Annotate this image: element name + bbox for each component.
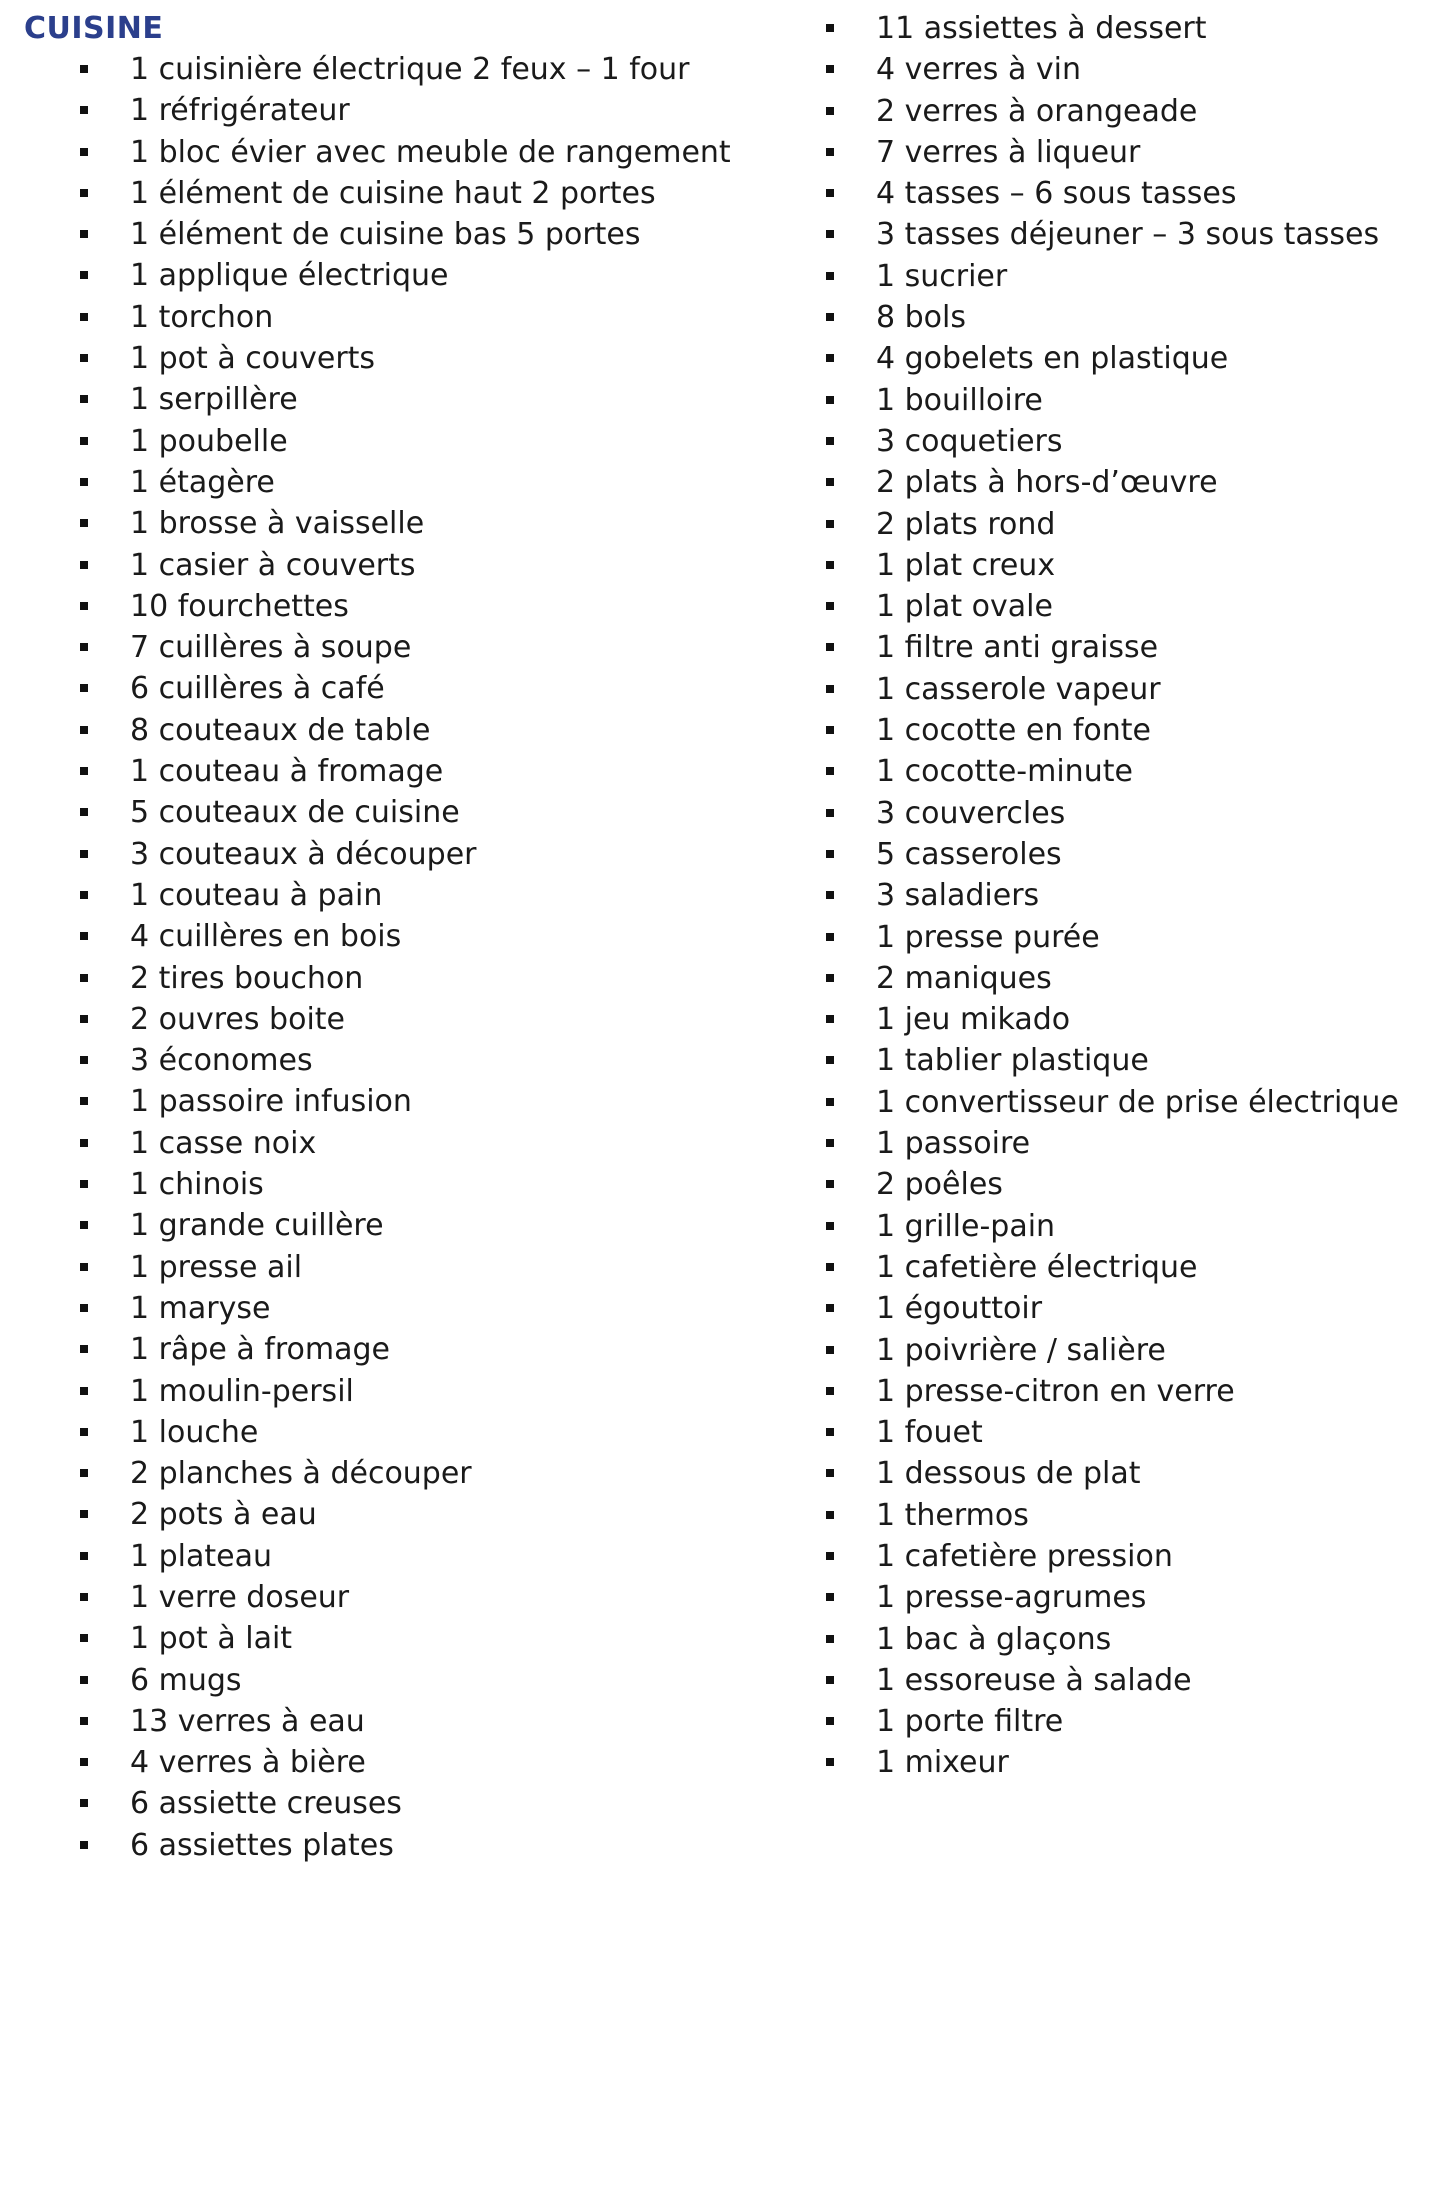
bullet-square-icon (80, 437, 88, 445)
bullet-square-icon (826, 478, 834, 486)
list-item-label: 4 cuillères en bois (130, 919, 402, 955)
list-item-label: 4 tasses – 6 sous tasses (876, 176, 1237, 212)
list-item-label: 2 plats rond (876, 506, 1056, 542)
bullet-square-icon (826, 313, 834, 321)
list-item (826, 751, 1426, 792)
bullet-square-icon (80, 808, 88, 816)
list-item-label: 1 presse ail (130, 1249, 303, 1285)
bullet-square-icon (826, 354, 834, 362)
list-item (80, 132, 760, 173)
list-item (826, 214, 1426, 255)
list-item-label: 1 applique électrique (130, 258, 449, 294)
bullet-square-icon (80, 974, 88, 982)
list-item (826, 256, 1426, 297)
list-item (80, 1577, 760, 1618)
list-item-label: 2 verres à orangeade (876, 93, 1198, 129)
list-item-label: 10 fourchettes (130, 588, 349, 624)
list-item (80, 90, 760, 131)
list-item-label: 1 porte filtre (876, 1704, 1064, 1740)
list-item (826, 627, 1426, 668)
bullet-square-icon (826, 1469, 834, 1477)
bullet-square-icon (826, 1717, 834, 1725)
bullet-square-icon (826, 396, 834, 404)
list-item-label: 4 verres à bière (130, 1745, 366, 1781)
list-item-label: 1 cafetière électrique (876, 1249, 1198, 1285)
list-item (80, 1371, 760, 1412)
list-item (80, 999, 760, 1040)
list-item (826, 91, 1426, 132)
bullet-square-icon (80, 602, 88, 610)
bullet-square-icon (80, 561, 88, 569)
list-item-label: 1 tablier plastique (876, 1043, 1149, 1079)
list-item-label: 6 assiettes plates (130, 1827, 394, 1863)
list-item-label: 8 bols (876, 300, 966, 336)
list-item (826, 834, 1426, 875)
list-item (826, 1536, 1426, 1577)
bullet-square-icon (80, 767, 88, 775)
bullet-square-icon (80, 1345, 88, 1353)
list-item-label: 1 sucrier (876, 258, 1008, 294)
bullet-square-icon (80, 1428, 88, 1436)
bullet-square-icon (80, 189, 88, 197)
bullet-square-icon (826, 148, 834, 156)
list-item (80, 214, 760, 255)
list-item (826, 462, 1426, 503)
list-item (826, 8, 1426, 49)
list-item-label: 1 poubelle (130, 423, 288, 459)
list-item-label: 1 thermos (876, 1497, 1029, 1533)
list-item (80, 1536, 760, 1577)
bullet-square-icon (826, 520, 834, 528)
bullet-square-icon (826, 850, 834, 858)
bullet-square-icon (80, 850, 88, 858)
list-item-label: 1 maryse (130, 1290, 271, 1326)
bullet-square-icon (826, 107, 834, 115)
list-item-label: 1 élément de cuisine haut 2 portes (130, 175, 656, 211)
list-item-label: 4 verres à vin (876, 52, 1081, 88)
list-item-label: 1 cuisinière électrique 2 feux – 1 four (130, 52, 690, 87)
list-item (80, 1783, 760, 1824)
list-item-label: 3 coquetiers (876, 423, 1063, 459)
list-item (80, 462, 760, 503)
bullet-square-icon (80, 1634, 88, 1642)
list-item (826, 793, 1426, 834)
bullet-square-icon (80, 519, 88, 527)
list-item (80, 1825, 760, 1866)
bullet-square-icon (826, 1511, 834, 1519)
bullet-square-icon (826, 189, 834, 197)
bullet-square-icon (826, 1593, 834, 1601)
list-item-label: 1 râpe à fromage (130, 1332, 390, 1368)
bullet-square-icon (80, 1263, 88, 1271)
list-item (80, 1164, 760, 1205)
list-item (80, 1247, 760, 1288)
bullet-square-icon (826, 1304, 834, 1312)
bullet-square-icon (80, 1304, 88, 1312)
bullet-square-icon (80, 1717, 88, 1725)
list-item (826, 1040, 1426, 1081)
list-item-label: 1 casier à couverts (130, 547, 416, 583)
inventory-list-left (80, 49, 760, 1866)
list-item (80, 627, 760, 668)
list-item-label: 1 chinois (130, 1167, 264, 1203)
bullet-square-icon (826, 272, 834, 280)
list-item-label: 2 maniques (876, 960, 1052, 996)
list-item (826, 173, 1426, 214)
bullet-square-icon (826, 891, 834, 899)
list-item (80, 875, 760, 916)
bullet-square-icon (826, 1387, 834, 1395)
list-item-label: 1 verre doseur (130, 1579, 350, 1615)
bullet-square-icon (826, 230, 834, 238)
list-item-label: 3 couteaux à découper (130, 836, 477, 872)
list-item (826, 1082, 1426, 1123)
list-item (80, 1123, 760, 1164)
bullet-square-icon (826, 1098, 834, 1106)
list-item-label: 1 cocotte-minute (876, 754, 1133, 790)
list-item (826, 710, 1426, 751)
list-item-label: 2 plats à hors-d’œuvre (876, 465, 1218, 501)
list-item-label: 1 égouttoir (876, 1291, 1043, 1327)
list-item-label: 1 convertisseur de prise électrique (876, 1084, 1399, 1120)
list-item (826, 504, 1426, 545)
bullet-square-icon (80, 230, 88, 238)
bullet-square-icon (826, 437, 834, 445)
bullet-square-icon (80, 684, 88, 692)
list-item-label: 1 bloc évier avec meuble de rangement (130, 134, 731, 170)
bullet-square-icon (826, 933, 834, 941)
list-item-label: 3 couvercles (876, 795, 1066, 831)
list-item (80, 421, 760, 462)
list-item (826, 1123, 1426, 1164)
list-item (826, 999, 1426, 1040)
list-item-label: 1 louche (130, 1414, 259, 1450)
list-item (826, 875, 1426, 916)
bullet-square-icon (826, 1346, 834, 1354)
list-item-label: 6 mugs (130, 1662, 242, 1698)
bullet-square-icon (80, 148, 88, 156)
list-item (826, 1247, 1426, 1288)
list-item-label: 1 couteau à fromage (130, 754, 444, 790)
bullet-square-icon (80, 1593, 88, 1601)
list-item-label: 1 torchon (130, 299, 274, 335)
bullet-square-icon (826, 602, 834, 610)
list-item-label: 2 poêles (876, 1167, 1003, 1203)
bullet-square-icon (826, 1635, 834, 1643)
bullet-square-icon (826, 1056, 834, 1064)
list-item-label: 1 passoire (876, 1126, 1031, 1162)
bullet-square-icon (826, 726, 834, 734)
list-item (826, 1619, 1426, 1660)
list-item (80, 1040, 760, 1081)
list-item-label: 6 cuillères à café (130, 671, 385, 707)
list-item-label: 1 plateau (130, 1538, 273, 1574)
list-item-label: 4 gobelets en plastique (876, 341, 1229, 377)
list-item-label: 1 moulin-persil (130, 1373, 354, 1409)
list-item-label: 1 casse noix (130, 1125, 317, 1161)
list-item-label: 1 bac à glaçons (876, 1621, 1112, 1657)
bullet-square-icon (826, 1180, 834, 1188)
list-item (80, 751, 760, 792)
list-item-label: 5 couteaux de cuisine (130, 795, 460, 831)
list-item (80, 792, 760, 833)
list-item (826, 338, 1426, 379)
list-item-label: 1 presse purée (876, 919, 1100, 955)
bullet-square-icon (80, 1676, 88, 1684)
list-item (826, 1453, 1426, 1494)
list-item-label: 1 filtre anti graisse (876, 630, 1159, 666)
list-item (80, 1205, 760, 1246)
bullet-square-icon (80, 106, 88, 114)
bullet-square-icon (80, 271, 88, 279)
list-item (826, 586, 1426, 627)
list-item (826, 1412, 1426, 1453)
list-item-label: 1 grille-pain (876, 1208, 1056, 1244)
list-item (80, 1494, 760, 1535)
list-item-label: 1 poivrière / salière (876, 1332, 1166, 1368)
list-item-label: 1 pot à couverts (130, 341, 376, 377)
bullet-square-icon (80, 1510, 88, 1518)
list-item-label: 1 serpillère (130, 382, 298, 418)
bullet-square-icon (80, 354, 88, 362)
list-item-label: 2 planches à découper (130, 1456, 472, 1492)
bullet-square-icon (826, 1676, 834, 1684)
list-item-label: 1 bouilloire (876, 382, 1043, 418)
bullet-square-icon (826, 1428, 834, 1436)
bullet-square-icon (80, 1221, 88, 1229)
bullet-square-icon (80, 1552, 88, 1560)
list-item (826, 380, 1426, 421)
list-item-label: 1 mixeur (876, 1745, 1009, 1781)
bullet-square-icon (80, 65, 88, 73)
bullet-square-icon (80, 478, 88, 486)
list-item (826, 1660, 1426, 1701)
list-item-label: 2 pots à eau (130, 1497, 317, 1533)
bullet-square-icon (826, 561, 834, 569)
bullet-square-icon (826, 643, 834, 651)
list-item (80, 173, 760, 214)
list-item (826, 917, 1426, 958)
bullet-square-icon (80, 891, 88, 899)
list-item-label: 1 fouet (876, 1415, 983, 1451)
list-item (80, 338, 760, 379)
list-item-label: 1 cafetière pression (876, 1538, 1173, 1574)
list-item (80, 710, 760, 751)
list-item-label: 3 tasses déjeuner – 3 sous tasses (876, 217, 1380, 253)
bullet-square-icon (80, 1841, 88, 1849)
bullet-square-icon (826, 1552, 834, 1560)
list-item (80, 668, 760, 709)
list-item (80, 586, 760, 627)
list-item (826, 1495, 1426, 1536)
bullet-square-icon (80, 313, 88, 321)
list-item-label: 1 essoreuse à salade (876, 1662, 1192, 1698)
inventory-list-right (826, 8, 1426, 1784)
bullet-square-icon (826, 1758, 834, 1766)
list-item-label: 1 presse-citron en verre (876, 1373, 1235, 1409)
list-item (80, 503, 760, 544)
list-item-label: 7 cuillères à soupe (130, 630, 412, 666)
list-item-label: 1 passoire infusion (130, 1084, 412, 1120)
bullet-square-icon (826, 809, 834, 817)
list-item (826, 1577, 1426, 1618)
list-item-label: 2 ouvres boite (130, 1001, 345, 1037)
list-item (80, 1660, 760, 1701)
list-item (80, 379, 760, 420)
bullet-square-icon (826, 65, 834, 73)
list-item-label: 3 économes (130, 1043, 313, 1079)
list-item-label: 1 casserole vapeur (876, 671, 1161, 707)
bullet-square-icon (826, 767, 834, 775)
list-item (826, 958, 1426, 999)
bullet-square-icon (80, 1015, 88, 1023)
bullet-square-icon (80, 932, 88, 940)
list-item-label: 1 dessous de plat (876, 1456, 1141, 1492)
list-item (80, 1701, 760, 1742)
bullet-square-icon (80, 1097, 88, 1105)
bullet-square-icon (80, 726, 88, 734)
list-item (826, 1164, 1426, 1205)
list-item-label: 11 assiettes à dessert (876, 11, 1207, 46)
bullet-square-icon (80, 1139, 88, 1147)
list-item-label: 2 tires bouchon (130, 960, 364, 996)
section-title: CUISINE (24, 11, 164, 46)
list-item (80, 49, 760, 90)
bullet-square-icon (826, 1139, 834, 1147)
list-item (826, 421, 1426, 462)
bullet-square-icon (826, 1263, 834, 1271)
list-item-label: 1 élément de cuisine bas 5 portes (130, 217, 641, 253)
bullet-square-icon (826, 1222, 834, 1230)
list-item-label: 1 plat creux (876, 547, 1056, 583)
list-item (80, 1081, 760, 1122)
list-item (826, 49, 1426, 90)
list-item (80, 255, 760, 296)
list-item-label: 1 couteau à pain (130, 877, 383, 913)
list-item-label: 3 saladiers (876, 878, 1040, 914)
bullet-square-icon (826, 24, 834, 32)
list-item (826, 545, 1426, 586)
list-item-label: 8 couteaux de table (130, 712, 431, 748)
bullet-square-icon (80, 643, 88, 651)
list-item (826, 1701, 1426, 1742)
bullet-square-icon (80, 1387, 88, 1395)
list-item (80, 297, 760, 338)
list-item-label: 5 casseroles (876, 836, 1062, 872)
bullet-square-icon (80, 1180, 88, 1188)
bullet-square-icon (80, 1056, 88, 1064)
bullet-square-icon (826, 974, 834, 982)
bullet-square-icon (826, 1015, 834, 1023)
list-item (826, 1742, 1426, 1783)
list-item (80, 916, 760, 957)
list-item (826, 1206, 1426, 1247)
list-item (80, 834, 760, 875)
list-item-label: 7 verres à liqueur (876, 134, 1141, 170)
list-item-label: 1 réfrigérateur (130, 93, 350, 129)
list-item (826, 1288, 1426, 1329)
list-item-label: 1 cocotte en fonte (876, 713, 1151, 749)
list-item-label: 1 brosse à vaisselle (130, 506, 425, 542)
list-item (80, 1412, 760, 1453)
list-item (826, 1330, 1426, 1371)
list-item-label: 1 étagère (130, 464, 275, 500)
list-item (80, 1742, 760, 1783)
bullet-square-icon (826, 685, 834, 693)
list-item (826, 669, 1426, 710)
list-item (80, 958, 760, 999)
bullet-square-icon (80, 1469, 88, 1477)
list-item (80, 1288, 760, 1329)
list-item (826, 1371, 1426, 1412)
list-item (80, 1329, 760, 1370)
list-item (826, 297, 1426, 338)
bullet-square-icon (80, 395, 88, 403)
list-item-label: 1 grande cuillère (130, 1208, 384, 1244)
list-item (80, 1453, 760, 1494)
bullet-square-icon (80, 1758, 88, 1766)
list-item-label: 6 assiette creuses (130, 1786, 402, 1822)
list-item-label: 13 verres à eau (130, 1703, 365, 1739)
list-item-label: 1 plat ovale (876, 589, 1053, 625)
list-item-label: 1 presse-agrumes (876, 1580, 1147, 1616)
list-item (80, 545, 760, 586)
bullet-square-icon (80, 1799, 88, 1807)
list-item (80, 1618, 760, 1659)
list-item-label: 1 jeu mikado (876, 1002, 1071, 1038)
list-item-label: 1 pot à lait (130, 1621, 293, 1657)
list-item (826, 132, 1426, 173)
